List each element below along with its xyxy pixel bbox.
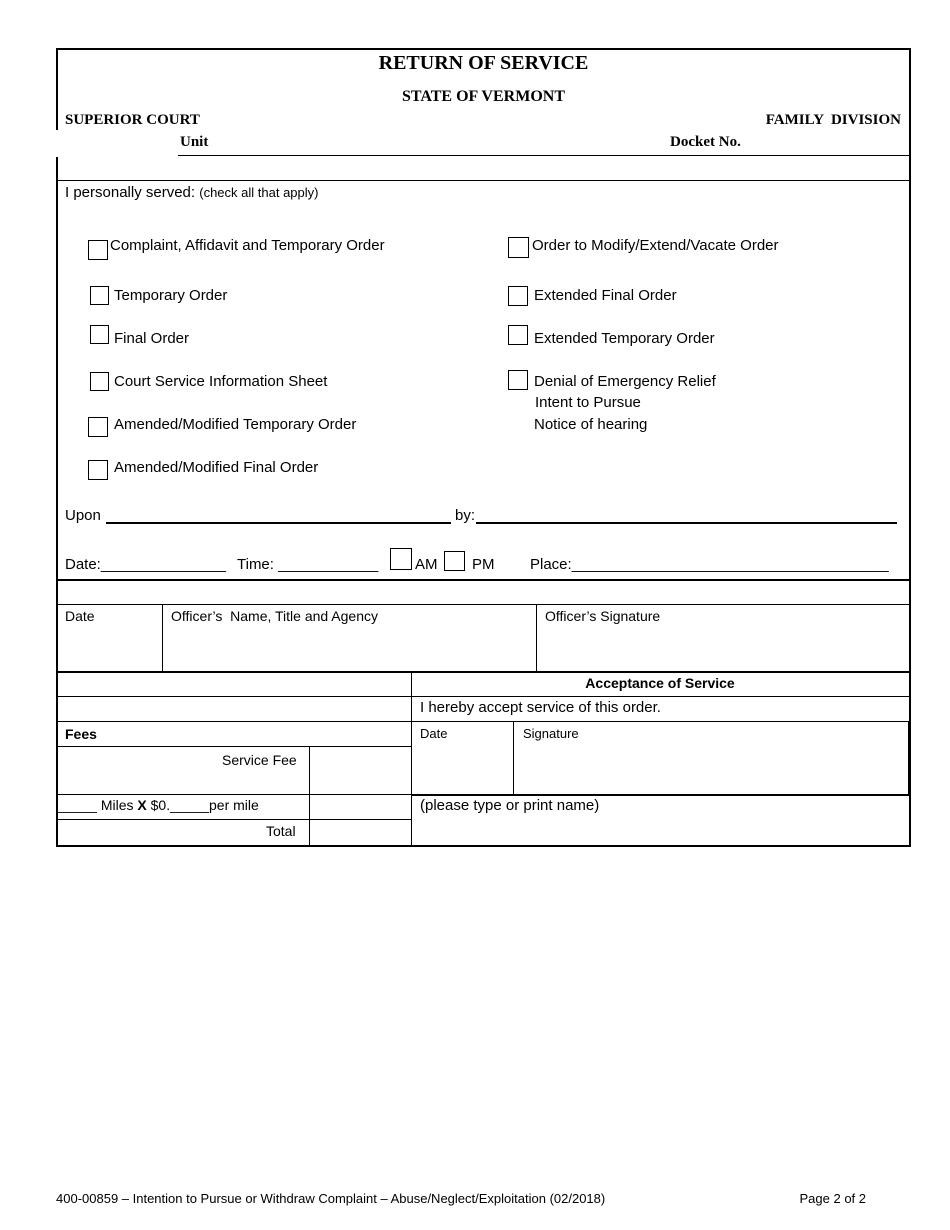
officer-col-divider-1 [162,604,163,671]
footer-page-number: Page 2 of 2 [799,1191,866,1206]
officer-date-header: Date [65,608,95,624]
acceptance-date-col [513,721,514,794]
checkbox-amended-final[interactable] [88,460,108,480]
division-label: FAMILY DIVISION [765,112,901,128]
acceptance-title: Acceptance of Service [585,675,735,691]
officer-col-divider-2 [536,604,537,671]
form-title: RETURN OF SERVICE [378,52,589,74]
date-field[interactable]: Date:_______________ [65,556,226,573]
fees-value-col [309,746,310,847]
label-court-service-info: Court Service Information Sheet [114,373,328,390]
unit-label: Unit [180,134,209,150]
place-field[interactable]: Place:______________________________________ [530,556,889,573]
row-line-2 [56,721,911,722]
acceptance-signature-label: Signature [523,726,579,741]
officer-name-header: Officer’s Name, Title and Agency [171,608,378,624]
label-modify-order: Order to Modify/Extend/Vacate Order [532,237,779,254]
checkbox-am[interactable] [390,548,412,570]
frame-left [56,157,58,847]
label-intent-to-pursue: Intent to Pursue [535,394,641,411]
checkbox-court-service-info[interactable] [90,372,109,391]
court-label: SUPERIOR COURT [65,112,200,128]
am-label: AM [415,556,438,573]
fees-row-line [56,746,411,747]
by-field[interactable] [476,522,897,524]
checkbox-final-order[interactable] [90,325,109,344]
time-field[interactable]: Time: ____________ [237,556,379,573]
label-notice-of-hearing: Notice of hearing [534,416,648,433]
officer-table-header-line [56,604,911,605]
acceptance-sig-bottom [411,794,911,796]
checkbox-extended-final[interactable] [508,286,528,306]
label-extended-temporary: Extended Temporary Order [534,330,715,347]
frame-bottom [56,845,911,847]
label-amended-temporary: Amended/Modified Temporary Order [114,416,357,433]
service-fee-row-bottom [56,794,411,795]
acceptance-statement: I hereby accept service of this order. [420,699,661,716]
checkbox-pm[interactable] [444,551,465,571]
docket-label: Docket No. [670,134,741,150]
by-label: by: [455,507,476,524]
acceptance-sig-right [908,721,910,794]
state-title: STATE OF VERMONT [402,88,565,105]
label-temporary-order: Temporary Order [114,287,228,304]
checkbox-extended-temporary[interactable] [508,325,528,345]
footer-form-id: 400-00859 – Intention to Pursue or Withdraw Complaint – Abuse/Neglect/Exploitation (02/2018) [56,1191,606,1206]
section-divider-top [56,180,911,181]
row-line-1 [56,696,911,697]
served-intro: I personally served: (check all that apply) [65,184,319,201]
upon-field[interactable] [106,522,451,524]
miles-row[interactable]: _____ Miles X $0._____per mile [58,797,259,813]
checkbox-denial-emergency[interactable] [508,370,528,390]
checkbox-temporary-order[interactable] [90,286,109,305]
label-amended-final: Amended/Modified Final Order [114,459,319,476]
label-extended-final: Extended Final Order [534,287,677,304]
label-denial-emergency: Denial of Emergency Relief [534,373,716,390]
officer-signature-header: Officer’s Signature [545,608,661,624]
miles-row-bottom [56,819,411,820]
pm-label: PM [472,556,495,573]
fees-acceptance-divider [411,671,412,847]
print-name-label: (please type or print name) [420,797,600,814]
fees-label: Fees [65,726,97,742]
acceptance-date-label: Date [420,726,448,741]
upon-label: Upon [65,507,101,524]
service-fee-label: Service Fee [222,752,297,768]
label-final-order: Final Order [114,330,190,347]
label-complaint: Complaint, Affidavit and Temporary Order [110,237,385,254]
checkbox-complaint[interactable] [88,240,108,260]
checkbox-amended-temporary[interactable] [88,417,108,437]
frame-top [56,48,911,50]
checkbox-modify-order[interactable] [508,237,529,258]
officer-table-top [56,579,911,581]
officer-table-bottom [56,671,911,673]
unit-docket-underline [178,155,910,156]
total-label: Total [266,823,296,839]
